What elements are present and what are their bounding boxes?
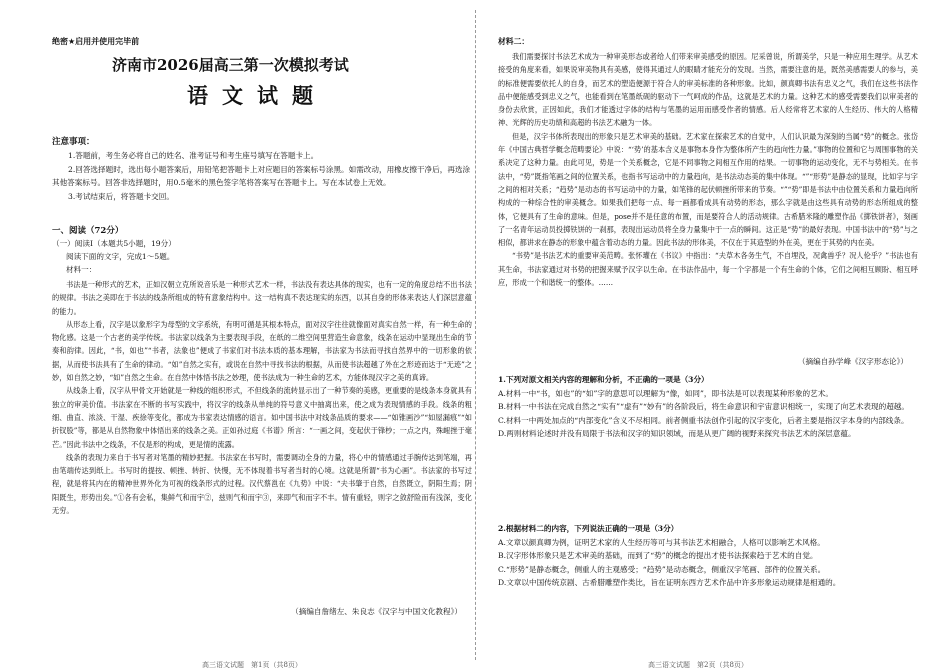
material2-passage <box>498 50 918 353</box>
option-c[interactable]: C.“形势”是静态概念，侧重人的主观感受；“趋势”是动态概念，侧重汉字笔画、部件的位置关系。 <box>498 564 826 574</box>
notice-item: 3.考试结束后，将答题卡交回。 <box>68 191 174 201</box>
material2-label: 材料二： <box>498 37 530 46</box>
option-d[interactable]: D.两则材料论述时并没有局限于书法和汉字的知识领域，而是从更广阔的视野来探究书法艺术的深层意蕴。 <box>498 429 856 439</box>
notice-item: 2.回答选择题时，选出每小题答案后，用铅笔把答题卡上对应题目的答案标号涂黑。如需改动，用橡皮擦干净后，再选涂其他答案标号。回答非选择题时，用0.5毫米的黑色签字笔将答案写在答题卡上。写在本试卷上无效。 <box>52 164 471 187</box>
question-2 <box>498 522 918 590</box>
material1-label: 材料一： <box>66 265 97 274</box>
exam-title: 济南市2026届高三第一次模拟考试 <box>112 56 349 74</box>
material1-passage <box>52 278 472 602</box>
question-stem: 2.根据材料二的内容，下列说法正确的一项是（3分） <box>498 524 679 533</box>
option-a[interactable]: A.材料一中“书，如也”的“如”字的意思可以理解为“像，如同”，即书法是可以表现某种形象的艺术。 <box>498 388 833 398</box>
question-1 <box>498 373 918 441</box>
notice-list <box>52 149 472 203</box>
option-b[interactable]: B.汉字形体形象只是艺术审美的基础，而到了“势”的概念的提出才使书法探索趋于艺术的自觉。 <box>498 551 818 561</box>
page-footer: 高三语文试题 第1页（共8页） <box>202 661 302 669</box>
reading-instruction: 阅读下面的文字，完成1～5题。 <box>66 252 175 261</box>
material1-paragraph: 线条的表现力来自于书写者对笔墨的精妙把握。书法家在书写时，需要调动全身的力量，将心中的情感通过手腕传达到笔端，再由笔端传达到纸上。书写时的提按、顿挫、转折、快慢，无不体现着书写者当时的心境。这就是所谓“书为心画”。书法家的书写过程，就是将其内在的精神世界外化为可视的线条形式的过程。汉代蔡邕在《九势》中说：“夫书肇于自然，自然既立，阴阳生焉；阴阳既生，形势出矣。”①各有会私，集鲜气和而宇②，兹则气和而宇③，来即气和而字不丰。情有重轻，则字之敛舒险而有浅深，变化无穷。 <box>52 452 472 516</box>
option-b[interactable]: B.材料一中书法在完成自然之“实有”“虚有”“妙有”的各阶段后，将生命意识和宇宙意识相统一，实现了向艺术表现的超越。 <box>498 402 909 412</box>
column-divider <box>475 10 476 660</box>
material1-paragraph: 从线条上看，汉字从甲骨文开始就是一种线的组织形式，不但线条的流转显示出了一种节奏的美感，更重要的是线条本身就具有独立的审美价值。书法家在不断的书写实践中，将汉字的线条从单纯的符号意义中抽离出来，使之成为表现情感的手段。线条的粗细、曲直、浓淡、干湿、疾徐等变化，都成为书家表达情感的语言。如中国书法中对线条品质的要求——“如锥画沙”“如屋漏痕”“如折钗股”等，都是从自然物象中体悟出来的线条之美。正如孙过庭《书谱》所言：“一画之间，变起伏于锋杪；一点之内，殊衄挫于毫芒。”因此书法中之线条，不仅是形的构成，更是情的流露。 <box>52 386 472 449</box>
material2-paragraph: 但是，汉字书体所表现出的形象只是艺术审美的基础。艺术家在探索艺术的自觉中，人们认识最为深刻的当属“势”的概念。张岱年《中国古典哲学概念范畴要论》中说：“‘势’的基本含义是事物本身作为整体所产生的趋向性力量。”事物的位置和它与周围事物的关系决定了这种力量。由此可见，势是一个关系概念，它是不同事物之间相互作用的结果。一切事物的运动变化，无不与势相关。在书法中，“势”既指笔画之间的位置关系，也指书写运动中的力量趋向，是书法动态美的集中体现。“”“形势”是静态的显现，比如字与字之间的相对关系；“趋势”是动态的书写运动中的力量，如笔锋的起伏顿挫所带来的节奏。“”“势”即是书法中由位置关系和力量趋向所构成的一种综合性的审美概念。如果我们把每一点、每一画都看成具有动势的形态，那么字就是由这些具有动势的形态所组成的整体，它便具有了生命的意味。但是，pose并不是任意的布置，而是要符合人的活动规律。古希腊米隆的雕塑作品《掷铁饼者》，刻画了一名青年运动员投掷铁饼的一刹那，表现出运动员将全身力量集中于一点的瞬间。这正是“势”的最好表现。中国书法中的“势”与之相似，都讲求在静态的形象中蕴含着动态的力量。因此书法的形体美，不仅在于其造型的外在美，更在于其势的内在美。 <box>498 131 918 248</box>
material2-source: （摘编自孙学峰《汉字形态论》） <box>797 357 908 366</box>
section-heading: 一、阅读（72分） <box>52 226 124 236</box>
notice-item: 1.答题前，考生务必将自己的姓名、准考证号和考生座号填写在答题卡上。 <box>68 151 319 160</box>
subject-title: 语文试题 <box>187 83 327 108</box>
material1-paragraph: 从形态上看，汉字是以象形字为母型的文字系统，有明可循是其根本特点，面对汉字往往就像面对真实自然一样，有一种生命的物化感。这是一个古老的美学传统。书法家以线条为主要表现手段，在纸的二维空间里营造生命意象，线条在运动中显现出生命的节奏和韵律。因此，“书，如也”“书者，法象也”便成了书家们对书法本质的基本理解，书法家为书法而寻找自然界中的一切形象的依据，从而使书法具有了生命的律动。“如”自然之实有，或说在自然中寻找书法的根据，从而使书法超越了外在之形迹而达于“无迹”之妙，如自然之妙，“如”自然之生命。在自然中体悟书法之妙理，使书法成为一种生命的艺术，方能体现汉字之美的真谛。 <box>52 319 472 383</box>
subsection-heading: （一）阅读Ⅰ（本题共5小题，19分） <box>52 239 176 248</box>
question-stem: 1.下列对原文相关内容的理解和分析，不正确的一项是（3分） <box>498 375 709 384</box>
confidential-mark: 绝密★启用并使用完毕前 <box>52 37 140 46</box>
option-a[interactable]: A.文章以颜真卿为例，证明艺术家的人生经历等可与其书法艺术相融合，人格可以影响艺术风格。 <box>498 537 825 547</box>
option-c[interactable]: C.材料一中两处加点的“内部变化”含义不尽相同。前者侧重书法创作引起的汉字变化，后者主要是指汉字本身的内部线条。 <box>498 415 909 425</box>
material1-paragraph: 书法是一种形式的艺术，正如汉朝立克所说音乐是一种形式艺术一样，书法没有表达具体的现实，也有一定的角度总结不出书法的规律。书法之美即在于书法的线条所组成的特有意象结构中。这一结构真不表达现实的东西，以其自身的形体来表达人们深层意蕴的能力。 <box>52 280 472 316</box>
page-footer: 高三语文试题 第2页（共8页） <box>648 661 748 669</box>
notice-heading: 注意事项： <box>52 137 95 147</box>
material2-paragraph: 我们需要探讨书法艺术成为一种审美形态或者给人们带来审美感受的原因。尼采曾说，所谓美学，只是一种应用生理学。从艺术接受的角度来看，如果说审美物具有美感，使得其通过人的眼睛才能充分的发现。当然，需要注意的是，既然美感需要人的参与，美的标准便需要依托人的自身，而艺术的塑造便源于符合人的审美标准的各种形象。比如，颜真卿书法有忠义之气，我们在这些书法作品中便能感受到忠义之气，也能看到在笔墨纸砚的驱动下一气呵成的作品，这就是艺术的力量。这种艺术的感受需要我们以审美者的身份去欣赏，正因如此，我们才能透过字体的结构与笔墨的运用而感受作者的情感。后人经常将艺术家的人生经历、伟大的人格精神、光辉的历史功绩和高超的书法艺术融为一体。 <box>498 52 918 128</box>
material2-paragraph: “书势”是书法艺术的重要审美范畴。张怀瓘在《书议》中指出：“夫草木各务生气，不自埋没，况禽兽乎？况人伦乎？”书法也有其生命，书法家通过对书势的把握来赋予汉字以生命。在书法作品中，每一个字都是一个有生命的个体，它们之间相互顾盼、相互呼应，形成一个和谐统一的整体。…… <box>498 251 918 288</box>
material1-source: （摘编自詹绪左、朱良志《汉字与中国文化教程》） <box>291 607 462 616</box>
option-d[interactable]: D.文章以中国传统京剧、古希腊雕塑作类比，旨在证明东西方艺术作品中许多形象运动规律是相通的。 <box>498 578 841 588</box>
